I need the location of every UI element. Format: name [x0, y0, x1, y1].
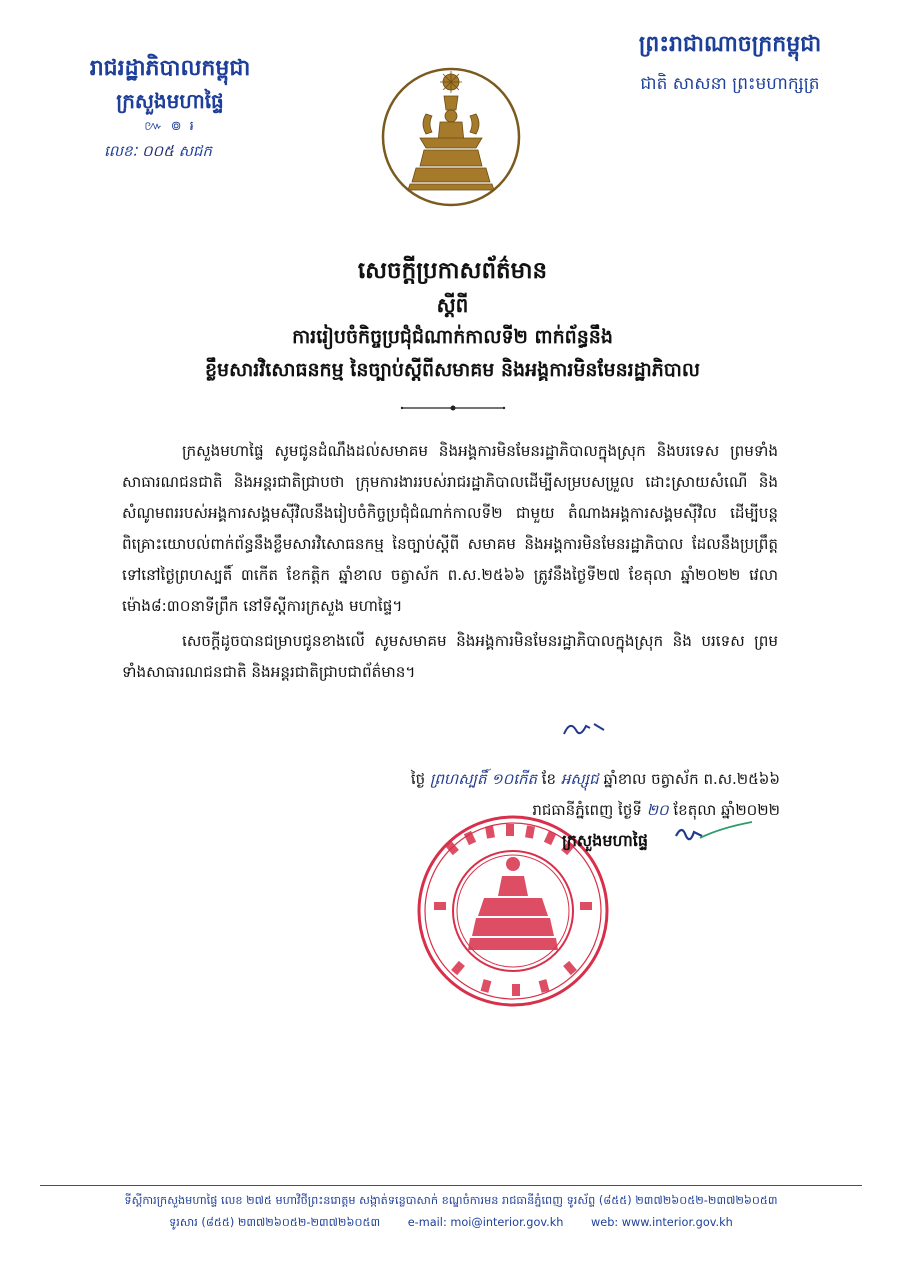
title-divider [398, 403, 508, 413]
ministry-emblem-icon [380, 66, 522, 208]
reference-value: ០០៥ [141, 142, 174, 160]
header-left [70, 52, 270, 164]
title-line-4: ខ្លឹមសារវិសោធនកម្ម នៃច្បាប់ស្តីពីសមាគម និងអង្គការមិនមែនរដ្ឋាភិបាល [204, 359, 700, 381]
lunar-month-handwritten: អស្សុជ [560, 770, 599, 788]
document-body [122, 436, 778, 692]
footer-divider [40, 1185, 862, 1186]
title-line-2: ស្តីពី [436, 293, 469, 317]
solar-day-handwritten: ២០ [646, 801, 669, 819]
paragraph-1: ក្រសួងមហាផ្ទៃ សូមជូនដំណឹងដល់សមាគម និងអង្គការមិនមែនរដ្ឋាភិបាលក្នុងស្រុក និងបរទេស ព្រមទាំងសាធារណជនជាតិ និងអន្តរជាតិជ្រាបថា ក្រុមការងាររបស់រាជរដ្ឋាភិបាលដើម្បីសម្របសម្រួល ដោះស្រាយសំណើ និងសំណូមពររបស់អង្គការសង្គមស៊ីវិលនឹងរៀបចំកិច្ចប្រជុំជំណាក់កាលទី២ ជាមួយ តំណាងអង្គការសង្គមស៊ីវិល ដើម្បីបន្តពិគ្រោះយោបល់ពាក់ព័ន្ធនឹងខ្លឹមសារវិសោធនកម្ម នៃច្បាប់ស្តីពី សមាគម និងអង្គការមិនមែនរដ្ឋាភិបាល ដែលនឹងប្រព្រឹត្តទៅនៅថ្ងៃព្រហស្បតិ៍ ៣កើត ខែកត្តិក ឆ្នាំខាល ចត្វាស័ក ព.ស.២៥៦៦ ត្រូវនឹងថ្ងៃទី២៧ ខែតុលា ឆ្នាំ២០២២ វេលាម៉ោង៨:៣០នាទីព្រឹក នៅទីស្តីការក្រសួង មហាផ្ទៃ។ [122, 442, 778, 615]
lunar-year: ឆ្នាំខាល ចត្វាស័ក ព.ស.២៥៦៦ [603, 770, 780, 788]
lunar-date [360, 764, 780, 795]
document-title [80, 253, 825, 387]
kingdom-name: ព្រះរាជាណាចក្រកម្ពុជា [638, 32, 822, 57]
footer [40, 1190, 862, 1234]
footer-website[interactable]: web: www.interior.gov.kh [591, 1216, 733, 1229]
lunar-month-label: ខែ [541, 770, 557, 788]
initials-mark-icon [560, 716, 610, 742]
government-name: រាជរដ្ឋាភិបាលកម្ពុជា [89, 56, 251, 81]
lunar-date-prefix: ថ្ងៃ [410, 770, 426, 788]
title-line-3: ការរៀបចំកិច្ចប្រជុំជំណាក់កាលទី២ ពាក់ព័ន្ធនឹង [292, 326, 613, 348]
footer-contacts [40, 1212, 862, 1234]
reference-suffix: សជក [178, 142, 212, 160]
signature-icon [672, 818, 758, 844]
title-line-1: សេចក្តីប្រកាសព័ត៌មាន [357, 258, 548, 284]
national-motto: ជាតិ សាសនា ព្រះមហាក្សត្រ [640, 74, 820, 94]
ministry-name: ក្រសួងមហាផ្ទៃ [116, 89, 224, 113]
footer-address: ទីស្តីការក្រសួងមហាផ្ទៃ លេខ ២៧៥ មហាវិថីព្រះនរោត្តម សង្កាត់ទន្លេបាសាក់ ខណ្ឌចំការមន រាជធានីភ្នំពេញ ទូរស័ព្ទ (៨៥៥) ២៣៧២៦០៥២-២៣៧២៦០៥៣ [124, 1194, 778, 1207]
reference-label: លេខៈ [104, 142, 138, 160]
footer-fax: ទូរសារ (៨៥៥) ២៣៧២៦០៥២-២៣៧២៦០៥៣ [169, 1216, 381, 1229]
lunar-day-handwritten: ព្រហស្បតិ៍ ១០កើត [429, 770, 538, 788]
reference-number [70, 138, 270, 164]
solar-month-year: ខែតុលា ឆ្នាំ២០២២ [673, 801, 780, 819]
solar-date-prefix: រាជធានីភ្នំពេញ ថ្ងៃទី [532, 801, 642, 819]
signer-title: ក្រសួងមហាផ្ទៃ [562, 831, 649, 850]
header-right [595, 24, 865, 102]
paragraph-2: សេចក្តីដូចបានជម្រាបជូនខាងលើ សូមសមាគម និងអង្គការមិនមែនរដ្ឋាភិបាលក្នុងស្រុក និង បរទេស ព្រមទាំងសាធារណជនជាតិ និងអន្តរជាតិជ្រាបជាព័ត៌មាន។ [122, 632, 778, 681]
header-ornament: ៚ ៙ ៛ [144, 119, 196, 134]
footer-email[interactable]: e-mail: moi@interior.gov.kh [407, 1216, 564, 1229]
